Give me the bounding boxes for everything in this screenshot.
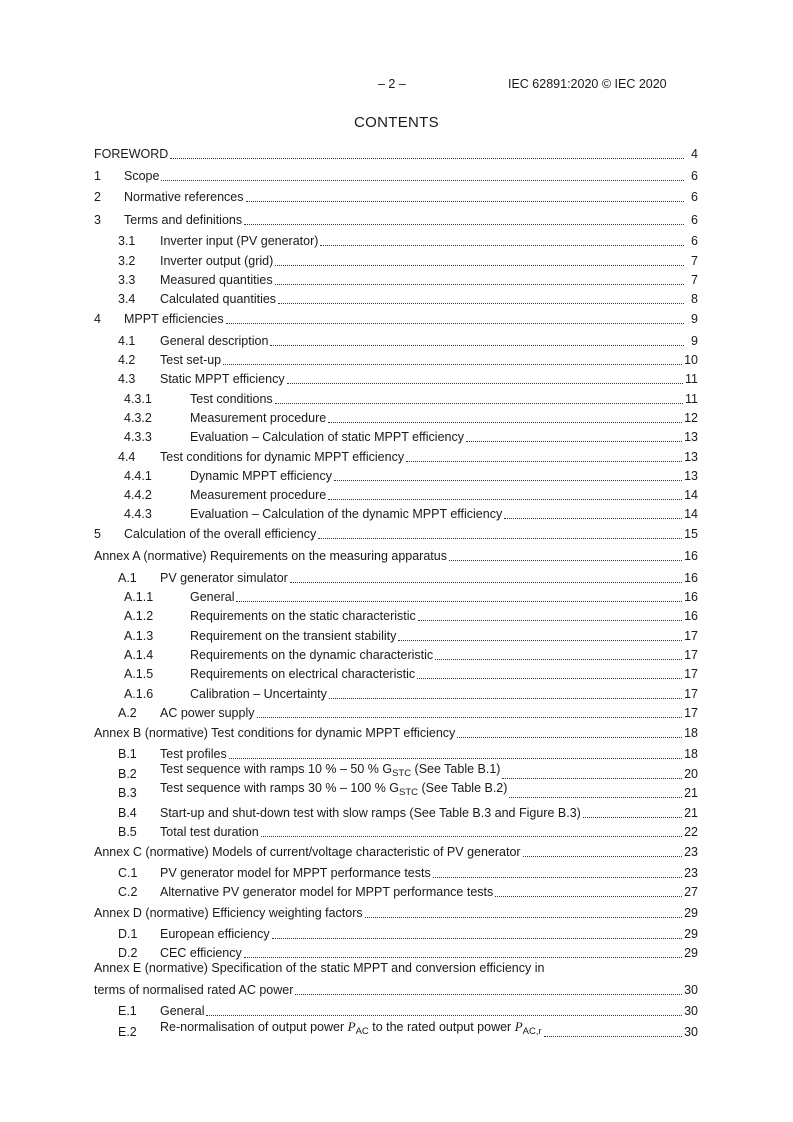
dot-leader	[502, 768, 682, 779]
dot-leader	[270, 335, 684, 346]
toc-entry[interactable]	[94, 389, 698, 407]
title-part-a: Test sequence with ramps 30 % – 100 % G	[160, 781, 400, 795]
toc-entry-number: 4.3.1	[124, 392, 152, 406]
toc-entry-page: 23	[684, 866, 698, 880]
dot-leader	[244, 214, 684, 225]
toc-entry-title: Test set-up	[160, 353, 222, 367]
toc-entry[interactable]	[94, 231, 698, 249]
toc-entry-number: E.1	[118, 1004, 137, 1018]
toc-entry[interactable]	[94, 331, 698, 349]
toc-entry[interactable]	[94, 466, 698, 484]
toc-entry-title: Annex B (normative) Test conditions for dynamic MPPT efficiency	[94, 726, 456, 740]
dot-leader	[226, 313, 684, 324]
toc-entry[interactable]	[94, 187, 698, 205]
toc-entry-page: 8	[691, 292, 698, 306]
toc-entry-title: Calculation of the overall efficiency	[124, 527, 317, 541]
toc-entry-page: 30	[684, 1004, 698, 1018]
dot-leader	[544, 1026, 682, 1037]
dot-leader	[278, 293, 684, 304]
dot-leader	[287, 373, 683, 384]
toc-entry-page: 27	[684, 885, 698, 899]
toc-entry-page: 6	[691, 190, 698, 204]
dot-leader	[433, 867, 682, 878]
toc-entry-page: 16	[684, 590, 698, 604]
toc-entry-title: General	[160, 1004, 205, 1018]
toc-entry-page: 14	[684, 488, 698, 502]
toc-entry[interactable]	[94, 744, 698, 762]
toc-entry-number: B.5	[118, 825, 137, 839]
toc-entry-page: 6	[691, 213, 698, 227]
toc-entry-number: 4.3	[118, 372, 136, 386]
subscript: AC	[355, 1026, 369, 1037]
toc-entry[interactable]	[94, 350, 698, 368]
toc-entry[interactable]	[94, 369, 698, 387]
toc-entry-page: 17	[684, 629, 698, 643]
toc-entry-number: A.1.2	[124, 609, 154, 623]
toc-entry-page: 17	[684, 687, 698, 701]
toc-entry-title: General	[190, 590, 235, 604]
toc-entry-page: 9	[691, 334, 698, 348]
dot-leader	[206, 1005, 682, 1016]
toc-entry-page: 7	[691, 273, 698, 287]
toc-entry[interactable]	[94, 166, 698, 184]
toc-entry[interactable]	[94, 924, 698, 942]
toc-entry-title: Terms and definitions	[124, 213, 243, 227]
toc-entry-number: A.1.1	[124, 590, 154, 604]
subscript: AC,r	[522, 1026, 542, 1037]
toc-entry-number: A.1.3	[124, 629, 154, 643]
toc-entry-page: 13	[684, 469, 698, 483]
toc-entry-page: 4	[691, 147, 698, 161]
toc-entry-page: 20	[684, 767, 698, 781]
toc-entry-page: 6	[691, 234, 698, 248]
toc-entry-title: Evaluation – Calculation of the dynamic MPPT efficiency	[190, 507, 503, 521]
toc-entry-title: Requirement on the transient stability	[190, 629, 397, 643]
title-part-a: Re-normalisation of output power	[160, 1020, 348, 1034]
toc-entry-title: Total test duration	[160, 825, 259, 839]
toc-entry[interactable]	[94, 568, 698, 586]
toc-entry-title: PV generator model for MPPT performance tests	[160, 866, 431, 880]
toc-entry-page: 29	[684, 946, 698, 960]
toc-entry[interactable]	[94, 903, 698, 921]
toc-entry-page: 6	[691, 169, 698, 183]
toc-entry-title: Calibration – Uncertainty	[190, 687, 327, 701]
toc-entry-title: Test conditions	[190, 392, 273, 406]
dot-leader	[435, 649, 682, 660]
toc-entry[interactable]	[94, 863, 698, 881]
toc-entry[interactable]	[94, 289, 698, 307]
toc-entry-number: 3.4	[118, 292, 136, 306]
toc-entry-page: 23	[684, 845, 698, 859]
toc-entry-page: 14	[684, 507, 698, 521]
dot-leader	[583, 807, 682, 818]
toc-entry-title: Alternative PV generator model for MPPT performance tests	[160, 885, 494, 899]
toc-entry[interactable]	[94, 882, 698, 900]
dot-leader	[365, 907, 682, 918]
dot-leader	[329, 688, 682, 699]
toc-entry[interactable]	[94, 270, 698, 288]
toc-entry-page: 15	[684, 527, 698, 541]
toc-entry-number: A.2	[118, 706, 137, 720]
toc-entry-page: 29	[684, 906, 698, 920]
toc-entry-page: 16	[684, 609, 698, 623]
toc-entry-title: CEC efficiency	[160, 946, 242, 960]
toc-entry-page: 22	[684, 825, 698, 839]
toc-entry[interactable]	[94, 822, 698, 840]
subscript: STC	[392, 768, 412, 779]
toc-entry-page: 17	[684, 706, 698, 720]
dot-leader	[257, 707, 683, 718]
dot-leader	[417, 668, 682, 679]
toc-entry-title: Test profiles	[160, 747, 227, 761]
toc-entry-number: D.2	[118, 946, 138, 960]
toc-entry[interactable]	[94, 524, 698, 542]
dot-leader	[275, 274, 684, 285]
toc-entry-page: 30	[684, 983, 698, 997]
dot-leader	[318, 528, 682, 539]
toc-entry-number: A.1.6	[124, 687, 154, 701]
toc-entry-title: Dynamic MPPT efficiency	[190, 469, 332, 483]
toc-entry[interactable]	[94, 943, 698, 961]
dot-leader	[236, 591, 682, 602]
dot-leader	[275, 255, 684, 266]
toc-entry-number: 3.1	[118, 234, 136, 248]
toc-entry[interactable]	[94, 587, 698, 605]
toc-entry-page: 12	[684, 411, 698, 425]
toc-entry-title	[160, 1019, 542, 1040]
variable-p: P	[347, 1019, 356, 1034]
dot-leader	[272, 928, 683, 939]
toc-entry-title: Scope	[124, 169, 160, 183]
title-part-a: Test sequence with ramps 10 % – 50 % G	[160, 762, 393, 776]
toc-entry-number: 1	[94, 169, 101, 183]
dot-leader	[406, 451, 682, 462]
toc-entry-number: 5	[94, 527, 101, 541]
toc-entry-title: Calculated quantities	[160, 292, 277, 306]
dot-leader	[295, 984, 682, 995]
dot-leader	[457, 727, 682, 738]
title-part-b: to the rated output power	[368, 1020, 515, 1034]
toc-entry-title: Requirements on electrical characteristic	[190, 667, 416, 681]
toc-entry-page: 7	[691, 254, 698, 268]
toc-entry-number: A.1.5	[124, 667, 154, 681]
toc-entry-page: 17	[684, 667, 698, 681]
toc-entry[interactable]	[94, 210, 698, 228]
toc-entry-title: Requirements on the dynamic characteristic	[190, 648, 434, 662]
toc-entry-page: 29	[684, 927, 698, 941]
toc-entry-page: 10	[684, 353, 698, 367]
toc-entry-number: 4.1	[118, 334, 136, 348]
dot-leader	[523, 846, 683, 857]
toc-entry-title: MPPT efficiencies	[124, 312, 224, 326]
toc-entry[interactable]	[94, 408, 698, 426]
toc-entry-title: AC power supply	[160, 706, 255, 720]
toc-entry-number: A.1	[118, 571, 137, 585]
toc-entry-title: Evaluation – Calculation of static MPPT efficiency	[190, 430, 464, 444]
dot-leader	[275, 393, 683, 404]
toc-entry-page: 18	[684, 747, 698, 761]
toc-entry[interactable]	[94, 664, 698, 682]
toc-entry-number: 3	[94, 213, 101, 227]
dot-leader	[334, 470, 682, 481]
toc-entry-page: 9	[691, 312, 698, 326]
toc-entry-title: Measured quantities	[160, 273, 273, 287]
dot-leader	[398, 630, 682, 641]
toc-entry[interactable]	[94, 504, 698, 522]
toc-entry-number: C.1	[118, 866, 138, 880]
toc-entry-number: 4.4.3	[124, 507, 152, 521]
toc-entry-number: 4.4	[118, 450, 136, 464]
toc-entry-page: 30	[684, 1025, 698, 1039]
toc-entry[interactable]	[94, 842, 698, 860]
toc-entry-title: Normative references	[124, 190, 244, 204]
toc-entry-title: Inverter input (PV generator)	[160, 234, 319, 248]
dot-leader	[418, 610, 682, 621]
toc-entry-number: 3.3	[118, 273, 136, 287]
toc-entry-title: Measurement procedure	[190, 411, 327, 425]
title-part-b: (See Table B.1)	[411, 762, 501, 776]
toc-entry[interactable]	[94, 980, 698, 998]
toc-entry[interactable]	[94, 606, 698, 624]
toc-entry-title: Measurement procedure	[190, 488, 327, 502]
toc-entry[interactable]	[94, 803, 698, 821]
toc-entry-number: E.2	[118, 1025, 137, 1039]
dot-leader	[328, 412, 682, 423]
title-part-b: (See Table B.2)	[418, 781, 508, 795]
toc-entry-page: 11	[685, 372, 698, 386]
toc-entry-page: 16	[684, 571, 698, 585]
dot-leader	[449, 550, 682, 561]
toc-entry-number: 4.4.1	[124, 469, 152, 483]
dot-leader	[509, 787, 682, 798]
toc-entry-page: 16	[684, 549, 698, 563]
subscript: STC	[399, 787, 419, 798]
toc-entry-title: Annex C (normative) Models of current/voltage characteristic of PV generator	[94, 845, 521, 859]
toc-entry[interactable]	[94, 427, 698, 445]
toc-entry[interactable]	[94, 703, 698, 721]
toc-entry-page: 13	[684, 430, 698, 444]
document-id: IEC 62891:2020 © IEC 2020	[508, 77, 667, 91]
page-number: – 2 –	[378, 77, 406, 91]
toc-entry-title: terms of normalised rated AC power	[94, 983, 294, 997]
toc-entry-number: B.2	[118, 767, 137, 781]
toc-entry[interactable]	[94, 546, 698, 564]
dot-leader	[229, 748, 682, 759]
dot-leader	[246, 191, 685, 202]
toc-entry-number: 4	[94, 312, 101, 326]
toc-entry[interactable]	[94, 309, 698, 327]
dot-leader	[495, 886, 682, 897]
toc-entry[interactable]	[94, 485, 698, 503]
toc-entry-title: Static MPPT efficiency	[160, 372, 285, 386]
toc-entry-number: D.1	[118, 927, 138, 941]
toc-entry-title: PV generator simulator	[160, 571, 288, 585]
toc-entry-title: FOREWORD	[94, 147, 169, 161]
toc-entry-page: 13	[684, 450, 698, 464]
toc-entry[interactable]	[94, 723, 698, 741]
dot-leader	[320, 235, 684, 246]
toc-entry-title: Inverter output (grid)	[160, 254, 274, 268]
toc-entry-number: 2	[94, 190, 101, 204]
toc-entry-page: 21	[684, 806, 698, 820]
toc-entry-page: 11	[685, 392, 698, 406]
toc-entry-title	[160, 780, 507, 801]
toc-entry-number: 4.3.3	[124, 430, 152, 444]
toc-entry-title: General description	[160, 334, 269, 348]
toc-entry-number: 4.4.2	[124, 488, 152, 502]
toc-entry[interactable]	[94, 144, 698, 162]
page-title: CONTENTS	[354, 114, 439, 131]
toc-entry-number: C.2	[118, 885, 138, 899]
toc-entry-line1: Annex E (normative) Specification of the static MPPT and conversion efficiency in	[94, 961, 545, 975]
toc-entry[interactable]	[94, 251, 698, 269]
toc-entry[interactable]	[94, 684, 698, 702]
toc-entry[interactable]	[94, 783, 698, 801]
dot-leader	[261, 826, 682, 837]
toc-entry[interactable]	[94, 626, 698, 644]
toc-entry-number: B.4	[118, 806, 137, 820]
dot-leader	[244, 947, 682, 958]
toc-entry-title	[160, 761, 500, 782]
toc-entry-page: 21	[684, 786, 698, 800]
dot-leader	[170, 148, 684, 159]
toc-entry-number: B.3	[118, 786, 137, 800]
toc-entry[interactable]	[94, 1001, 698, 1019]
toc-entry-number: 4.2	[118, 353, 136, 367]
toc-entry-title: Annex D (normative) Efficiency weighting factors	[94, 906, 363, 920]
dot-leader	[504, 508, 682, 519]
toc-entry[interactable]	[94, 1019, 698, 1040]
toc-entry-number: B.1	[118, 747, 137, 761]
toc-entry-number: 4.3.2	[124, 411, 152, 425]
toc-entry-number: 3.2	[118, 254, 136, 268]
toc-entry-title: Start-up and shut-down test with slow ramps (See Table B.3 and Figure B.3)	[160, 806, 581, 820]
toc-entry-title: Test conditions for dynamic MPPT efficiency	[160, 450, 405, 464]
dot-leader	[290, 572, 682, 583]
toc-entry[interactable]	[94, 447, 698, 465]
dot-leader	[466, 431, 682, 442]
toc-entry-page: 17	[684, 648, 698, 662]
toc-entry-number: A.1.4	[124, 648, 154, 662]
toc-entry-title: Requirements on the static characteristic	[190, 609, 416, 623]
toc-entry-title: European efficiency	[160, 927, 270, 941]
toc-entry-title: Annex A (normative) Requirements on the measuring apparatus	[94, 549, 447, 563]
variable-p: P	[514, 1019, 523, 1034]
dot-leader	[223, 354, 682, 365]
dot-leader	[328, 489, 682, 500]
toc-entry-page: 18	[684, 726, 698, 740]
toc-entry[interactable]	[94, 645, 698, 663]
dot-leader	[161, 170, 684, 181]
